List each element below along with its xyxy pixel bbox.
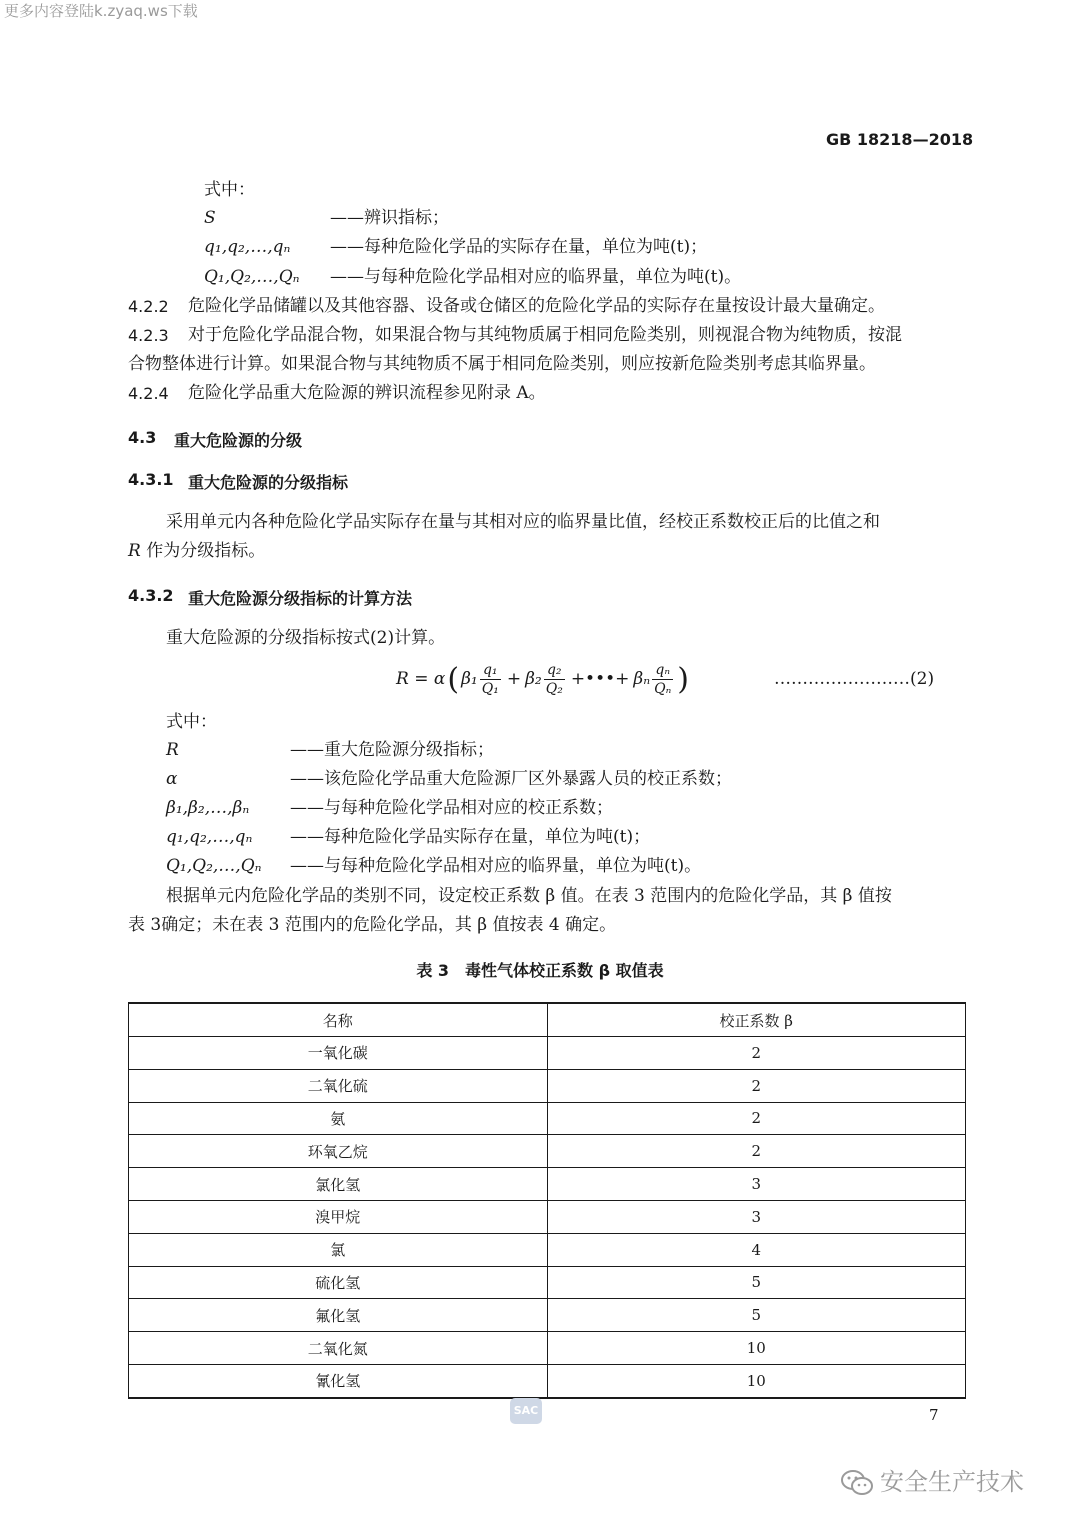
fraction-2 — [544, 661, 565, 698]
legend2-symbol: α — [166, 769, 178, 789]
substance-name: 硫化氢 — [129, 1266, 548, 1299]
top-watermark: 更多内容登陆k.zyaq.ws下载 — [4, 2, 198, 20]
beta-value: 3 — [547, 1168, 966, 1201]
paragraph-text — [128, 537, 265, 565]
substance-name: 氯化氢 — [129, 1168, 548, 1201]
fraction-numerator: q₂ — [544, 661, 565, 680]
substance-name: 氨 — [129, 1102, 548, 1135]
beta-value: 5 — [547, 1299, 966, 1332]
symbol-r: R — [128, 541, 141, 561]
table-row — [129, 1102, 966, 1135]
clause-text: 危险化学品重大危险源的辨识流程参见附录 A。 — [188, 383, 546, 403]
table-row — [129, 1135, 966, 1168]
table-row — [129, 1037, 966, 1070]
legend2-symbol: Q₁,Q₂,…,Qₙ — [166, 856, 262, 876]
legend2-symbol: β₁,β₂,…,βₙ — [166, 798, 250, 818]
table-row — [129, 1332, 966, 1365]
table-row — [129, 1233, 966, 1266]
substance-name: 氰化氢 — [129, 1364, 548, 1397]
legend2-desc: ——与每种危险化学品相对应的临界量，单位为吨(t)。 — [290, 856, 702, 876]
beta-value: 5 — [547, 1266, 966, 1299]
fraction-denominator: Qₙ — [654, 680, 672, 697]
clause-text: 对于危险化学品混合物，如果混合物与其纯物质属于相同危险类别，则视混合物为纯物质，按混 — [188, 325, 902, 345]
legend2-desc: ——与每种危险化学品相对应的校正系数； — [290, 798, 613, 818]
sac-logo: SAC — [510, 1398, 542, 1424]
substance-name: 环氧乙烷 — [129, 1135, 548, 1168]
clause-number: 4.2.4 — [128, 384, 169, 403]
beta-value: 10 — [547, 1332, 966, 1365]
legend2-desc: ——每种危险化学品实际存在量，单位为吨(t)； — [290, 827, 651, 847]
plus-dots: +•••+ — [570, 669, 630, 689]
paragraph-text: 重大危险源的分级指标按式(2)计算。 — [166, 628, 446, 648]
clause-number: 4.2.2 — [128, 297, 169, 316]
paragraph-text: 表 3确定；未在表 3 范围内的危险化学品，其 β 值按表 4 确定。 — [128, 915, 617, 935]
formula-beta: β₂ — [525, 669, 542, 689]
clause-text: 合物整体进行计算。如果混合物与其纯物质不属于相同危险类别，则应按新危险类别考虑其临界量。 — [128, 354, 876, 374]
fraction-n — [652, 661, 673, 698]
paragraph-text: 根据单元内危险化学品的类别不同，设定校正系数 β 值。在表 3 范围内的危险化学品，其 β 值按 — [166, 886, 892, 906]
section-number: 4.3 — [128, 428, 157, 447]
legend2-intro: 式中： — [166, 712, 217, 732]
clause-number: 4.2.3 — [128, 326, 169, 345]
legend1-symbol: q₁,q₂,…,qₙ — [204, 237, 291, 257]
table-row — [129, 1200, 966, 1233]
formula-beta: βₙ — [633, 669, 651, 689]
beta-value: 2 — [547, 1102, 966, 1135]
plus-sign: + — [506, 669, 522, 689]
section-title: 重大危险源的分级 — [174, 431, 303, 450]
beta-table — [128, 1002, 966, 1399]
legend2-desc: ——重大危险源分级指标； — [290, 740, 494, 760]
legend1-desc: ——每种危险化学品的实际存在量，单位为吨(t)； — [330, 237, 708, 257]
clause-text: 危险化学品储罐以及其他容器、设备或仓储区的危险化学品的实际存在量按设计最大量确定。 — [188, 296, 885, 316]
legend1-desc: ——与每种危险化学品相对应的临界量，单位为吨(t)。 — [330, 267, 742, 287]
fraction-1 — [480, 661, 501, 698]
table-row — [129, 1168, 966, 1201]
footer-watermark — [840, 1462, 1024, 1497]
substance-name: 一氧化碳 — [129, 1037, 548, 1070]
footer-watermark-text: 安全生产技术 — [880, 1468, 1024, 1496]
table-row — [129, 1069, 966, 1102]
substance-name: 氟化氢 — [129, 1299, 548, 1332]
legend2-symbol: R — [166, 740, 179, 760]
paragraph-text: 作为分级指标。 — [140, 541, 266, 561]
beta-value: 2 — [547, 1135, 966, 1168]
section-title: 重大危险源的分级指标 — [188, 473, 349, 492]
beta-value: 2 — [547, 1069, 966, 1102]
legend1-symbol: Q₁,Q₂,…,Qₙ — [204, 267, 300, 287]
table-row — [129, 1299, 966, 1332]
formula-number: ……………………(2) — [774, 669, 935, 689]
beta-value: 2 — [547, 1037, 966, 1070]
fraction-denominator: Q₂ — [545, 680, 563, 697]
beta-value: 4 — [547, 1233, 966, 1266]
section-number: 4.3.1 — [128, 470, 174, 489]
substance-name: 二氧化氮 — [129, 1332, 548, 1365]
section-number: 4.3.2 — [128, 586, 174, 605]
legend1-intro: 式中： — [204, 180, 255, 200]
column-header: 校正系数 β — [547, 1003, 966, 1037]
fraction-numerator: q₁ — [480, 661, 501, 680]
wechat-icon — [840, 1469, 874, 1497]
legend2-symbol: q₁,q₂,…,qₙ — [166, 827, 253, 847]
table-row — [129, 1266, 966, 1299]
substance-name: 溴甲烷 — [129, 1200, 548, 1233]
substance-name: 氯 — [129, 1233, 548, 1266]
legend1-desc: ——辨识指标； — [330, 208, 449, 228]
page-number: 7 — [929, 1406, 939, 1424]
legend1-symbol: S — [204, 208, 216, 228]
formula-beta: β₁ — [461, 669, 478, 689]
fraction-numerator: qₙ — [652, 661, 673, 680]
formula-2 — [396, 656, 691, 702]
paragraph-text: 采用单元内各种危险化学品实际存在量与其相对应的临界量比值，经校正系数校正后的比值之和 — [166, 512, 880, 532]
beta-value: 10 — [547, 1364, 966, 1397]
table-header-row — [129, 1003, 966, 1037]
substance-name: 二氧化硫 — [129, 1069, 548, 1102]
beta-value: 3 — [547, 1200, 966, 1233]
section-title: 重大危险源分级指标的计算方法 — [188, 589, 413, 608]
table-title: 表 3 毒性气体校正系数 β 取值表 — [416, 961, 664, 980]
legend2-desc: ——该危险化学品重大危险源厂区外暴露人员的校正系数； — [290, 769, 732, 789]
close-paren: ) — [677, 661, 689, 697]
formula-lhs: R = α — [396, 669, 446, 689]
column-header: 名称 — [129, 1003, 548, 1037]
standard-code: GB 18218—2018 — [826, 130, 974, 149]
open-paren: ( — [447, 661, 460, 697]
fraction-denominator: Q₁ — [481, 680, 499, 697]
table-row — [129, 1364, 966, 1397]
